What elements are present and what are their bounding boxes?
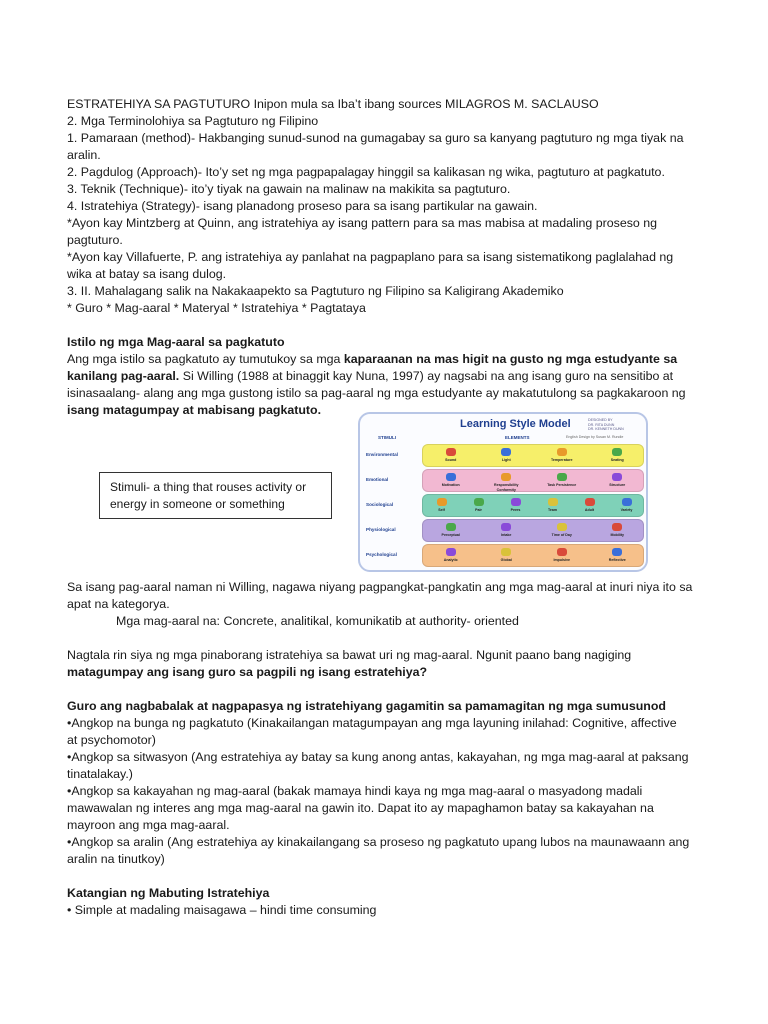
text-line: pagtuturo.	[67, 233, 123, 247]
emphasis-text: kanilang pag-aaral.	[67, 369, 180, 383]
figure-row-label: Emotional	[366, 477, 389, 482]
figure-element	[436, 447, 466, 466]
figure-element	[436, 472, 466, 491]
text-line: *Ayon kay Mintzberg at Quinn, ang istratehiya ay isang pattern para sa mas mabisa at madaling proseso ng	[67, 216, 658, 230]
element-label: Temperature	[550, 458, 573, 462]
element-label: Light	[501, 458, 511, 462]
figure-element	[575, 497, 605, 516]
text-line: 2. Mga Terminolohiya sa Pagtuturo ng Filipino	[67, 114, 319, 128]
element-picture-icon	[446, 548, 456, 556]
element-picture-icon	[446, 523, 456, 531]
figure-element	[491, 522, 521, 541]
figure-element	[491, 447, 521, 466]
list-item: at psychomotor)	[67, 733, 156, 747]
element-label: Intake	[501, 533, 512, 537]
section-heading-teacher-plans: Guro ang nagbabalak at nagpapasya ng istratehiyang gagamitin sa pamamagitan ng mga sumusunod	[67, 699, 667, 713]
element-label: Reflective	[608, 558, 626, 562]
element-picture-icon	[474, 498, 484, 506]
element-label: Structure	[609, 483, 626, 487]
element-picture-icon	[548, 498, 558, 506]
figure-element	[547, 447, 577, 466]
list-item: •Angkop na bunga ng pagkatuto (Kinakailangan matagumpayan ang mga layuning inilahad: Cognitive, affective	[67, 716, 677, 730]
figure-credits	[588, 418, 624, 432]
element-picture-icon	[612, 548, 622, 556]
element-label: Pair	[475, 508, 482, 512]
text-line: Nagtala rin siya ng mga pinaborang istratehiya sa bawat uri ng mag-aaral. Ngunit paano bang nagiging	[67, 648, 632, 662]
document-body-lower	[67, 579, 707, 919]
element-label: Peers	[510, 508, 521, 512]
element-label: Perceptual	[441, 533, 460, 537]
text-line: 1. Pamaraan (method)- Hakbanging sunud-sunod na gumagabay sa guro sa kanyang pagtuturo ng mga tiyak na	[67, 131, 684, 145]
figure-element	[612, 497, 642, 516]
figure-element	[464, 497, 494, 516]
figure-element	[602, 522, 632, 541]
figure-title: Learning Style Model	[460, 418, 571, 430]
element-picture-icon	[446, 448, 456, 456]
figure-element	[602, 472, 632, 491]
figure-element	[501, 497, 531, 516]
element-picture-icon	[557, 548, 567, 556]
element-picture-icon	[501, 523, 511, 531]
learning-styles-paragraph	[67, 351, 707, 419]
list-item: aralin na tinutkoy)	[67, 852, 165, 866]
figure-row	[422, 519, 644, 542]
element-picture-icon	[557, 448, 567, 456]
element-picture-icon	[557, 473, 567, 481]
element-picture-icon	[437, 498, 447, 506]
element-picture-icon	[501, 548, 511, 556]
figure-credit-line: DR. RITA DUNN	[588, 422, 615, 427]
figure-element	[602, 447, 632, 466]
element-label: Task Persistence	[547, 483, 577, 487]
element-label: Seating	[610, 458, 624, 462]
list-item: tinatalakay.)	[67, 767, 133, 781]
figure-row-label: Physiological	[366, 527, 396, 532]
element-label: Team	[547, 508, 558, 512]
figure-credit-line: DR. KENNETH DUNN	[588, 427, 624, 431]
element-picture-icon	[622, 498, 632, 506]
text-line: 2. Pagdulog (Approach)- Ito’y set ng mga pagpapalagay hinggil sa kalikasan ng wika, pagtuturo at pagkatuto.	[67, 165, 665, 179]
element-label: Self	[438, 508, 445, 512]
emphasis-text: kaparaanan na mas higit na gusto ng mga estudyante sa	[343, 352, 678, 366]
figure-row	[422, 469, 644, 492]
element-label: Time of Day	[551, 533, 572, 537]
text-line: ESTRATEHIYA SA PAGTUTURO Inipon mula sa Iba’t ibang sources MILAGROS M. SACLAUSO	[67, 97, 599, 111]
element-picture-icon	[511, 498, 521, 506]
text-line: aralin.	[67, 148, 101, 162]
element-picture-icon	[585, 498, 595, 506]
text-line	[67, 385, 707, 402]
text-line: Sa isang pag-aaral naman ni Willing, nagawa niyang pagpangkat-pangkatin ang mga mag-aaral at inuri niya ito sa	[67, 580, 693, 594]
list-item: •Angkop sa aralin (Ang estratehiya ay kinakailangang sa proseso ng pagkatuto upang lubos na maunawaann ang	[67, 835, 690, 849]
figure-element	[547, 547, 577, 566]
text-line: 3. II. Mahalagang salik na Nakakaapekto sa Pagtuturo ng Filipino sa Kaligirang Akademiko	[67, 284, 564, 298]
emphasis-text: isang matagumpay at mabisang pagkatuto.	[67, 403, 322, 417]
text-segment: Ang mga istilo sa pagkatuto ay tumutukoy sa mga	[67, 352, 344, 366]
element-label: Motivation	[441, 483, 460, 487]
figure-row-label: Environmental	[366, 452, 398, 457]
list-item: •Angkop sa kakayahan ng mag-aaral (bakak mamaya hindi kaya ng mga mag-aaral o masyadong madali	[67, 784, 643, 798]
willing-paragraph	[67, 579, 707, 613]
figure-elements-header: ELEMENTS	[505, 435, 530, 440]
figure-row	[422, 544, 644, 567]
figure-element	[491, 547, 521, 566]
element-picture-icon	[612, 448, 622, 456]
section-heading-learning-styles: Istilo ng mga Mag-aaral sa pagkatuto	[67, 335, 285, 349]
list-item: •Angkop sa sitwasyon (Ang estratehiya ay batay sa kung anong antas, kakayahan, ng mga mag-aaral at paksang	[67, 750, 689, 764]
element-picture-icon	[446, 473, 456, 481]
element-picture-icon	[612, 523, 622, 531]
list-item: mayroon ang mga mag-aaral.	[67, 818, 230, 832]
text-line: 3. Teknik (Technique)- ito’y tiyak na gawain na malinaw na makikita sa pagtuturo.	[67, 182, 511, 196]
element-picture-icon	[557, 523, 567, 531]
document-body	[67, 96, 707, 419]
text-line: *Ayon kay Villafuerte, P. ang istratehiya ay panlahat na pagpaplano para sa isang sistematikong paglalahad ng	[67, 250, 674, 264]
figure-element	[436, 547, 466, 566]
figure-row	[422, 444, 644, 467]
text-line	[67, 351, 707, 368]
element-label: Global	[500, 558, 512, 562]
element-label: Mobility	[610, 533, 625, 537]
criteria-list	[67, 715, 707, 868]
figure-row-label: Psychological	[366, 552, 397, 557]
list-item: • Simple at madaling maisagawa – hindi time consuming	[67, 903, 377, 917]
figure-element	[538, 497, 568, 516]
text-segment: Si Willing (1988 at binaggit kay Nuna, 1997) ay nagsabi na ang isang guro na sensitibo at	[179, 369, 674, 383]
text-line: wika at batay sa isang dulog.	[67, 267, 227, 281]
element-picture-icon	[501, 448, 511, 456]
element-label: Sound	[445, 458, 457, 462]
element-label: Responsibility Conformity	[493, 483, 519, 492]
element-label: Impulsive	[553, 558, 571, 562]
strategy-question-paragraph	[67, 647, 707, 681]
categories-line: Mga mag-aaral na: Concrete, analitikal, komunikatib at authority- oriented	[116, 614, 519, 628]
element-picture-icon	[501, 473, 511, 481]
text-line: apat na kategorya.	[67, 597, 170, 611]
section-heading-good-strategy: Katangian ng Mabuting Istratehiya	[67, 886, 270, 900]
text-line: 4. Istratehiya (Strategy)- isang planadong proseso para sa isang partikular na gawain.	[67, 199, 538, 213]
text-line: matagumpay ang isang guro sa pagpili ng isang estratehiya?	[67, 665, 428, 679]
text-line: * Guro * Mag-aaral * Materyal * Istratehiya * Pagtataya	[67, 301, 366, 315]
figure-element	[427, 497, 457, 516]
element-label: Analytic	[443, 558, 458, 562]
learning-style-model-figure	[358, 412, 648, 572]
figure-row-label: Sociological	[366, 502, 394, 507]
text-segment: isinasaalang- alang ang mga gustong istilo sa pag-aaral ng mga estudyante ay makatutulong sa pagkakaroon ng	[67, 386, 686, 400]
element-label: Variety	[620, 508, 633, 512]
figure-row	[422, 494, 644, 517]
figure-element	[436, 522, 466, 541]
stimuli-note-box	[99, 472, 332, 519]
element-picture-icon	[612, 473, 622, 481]
element-label: Adult	[584, 508, 595, 512]
figure-element	[547, 472, 577, 491]
figure-credit-line: DESIGNED BY	[588, 418, 613, 422]
stimuli-note-text: Stimuli- a thing that rouses activity or energy in someone or something	[110, 480, 307, 511]
good-strategy-list	[67, 902, 707, 919]
figure-english-note: English Design by Susan M. Rundle	[566, 435, 624, 439]
intro-section	[67, 96, 707, 317]
figure-element	[547, 522, 577, 541]
text-line	[67, 368, 707, 385]
list-item: mawawalan ng interes ang mga mag-aaral na gawin ito. Dapat ito ay mapaghamon batay sa kakayahan na	[67, 801, 654, 815]
figure-stimuli-header: STIMULI	[378, 435, 396, 440]
figure-element	[602, 547, 632, 566]
figure-element	[491, 472, 521, 491]
